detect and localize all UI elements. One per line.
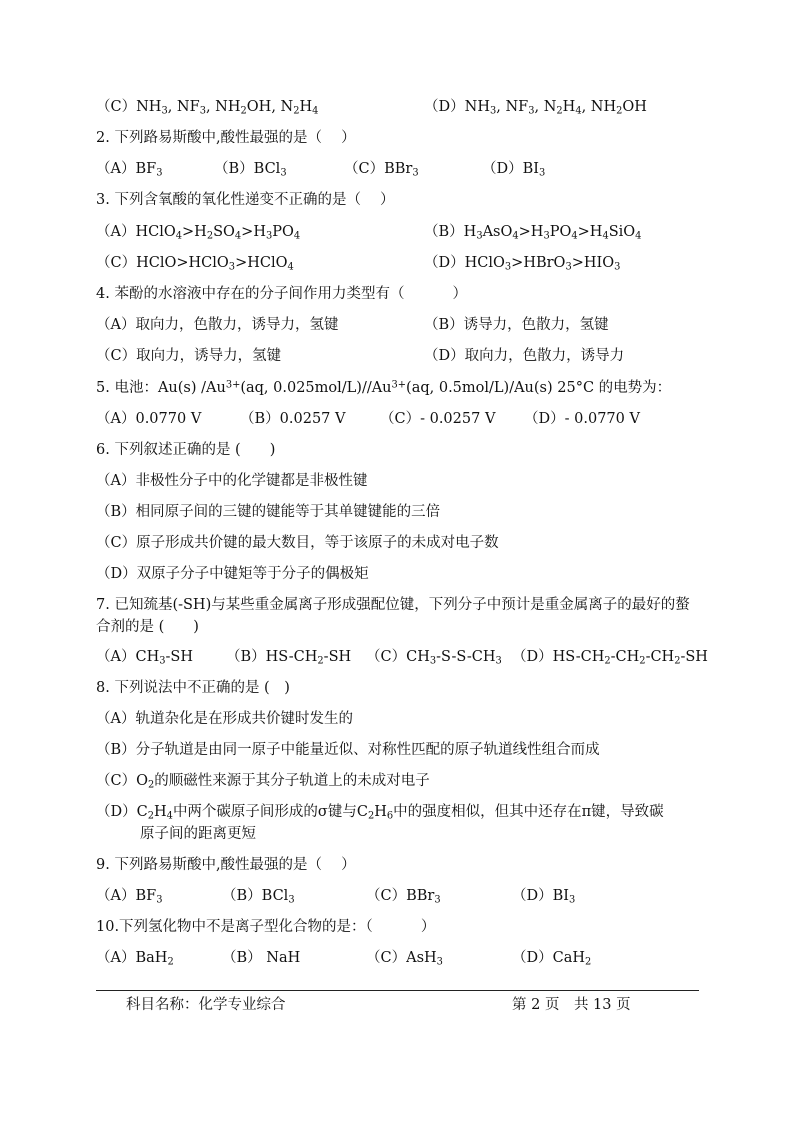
q7-option-b: $(B)HS-CH_2-SH$ [226,649,352,667]
q2-option-a: $(A)BF_3$ [96,161,163,179]
q9-stem: 9. 下列路易斯酸中,酸性最强的是（ ） [96,857,356,873]
q1-option-d: $(D)NH_3$, $NF_3$, $N_2H_4$, $NH_2OH$ [424,99,647,117]
q8-option-c: $(C)O_2$的顺磁性来源于其分子轨道上的未成对电子 [96,773,430,791]
q3-option-a: $(A)HClO_4>H_2SO_4>H_3PO_4$ [96,224,301,242]
q2-option-b: （B）BCl$_3$ [214,161,287,179]
q9-option-d: $(D)BI_3$ [512,888,576,906]
q4-option-c: （C）取向力，诱导力，氢键 [96,348,282,364]
q1-option-c: $(C)NH_3$, $NF_3$, $NH_2OH$, $N_2H_4$ [96,99,319,117]
q4-option-d: （D）取向力，色散力，诱导力 [424,348,625,364]
q5-stem: 5. 电池：Au(s) $/Au^{3+}(aq$, $0.025mol/L)//Au^{3+}(aq$, 0.5mol/L)/Au(s) 25°C 的电势为： [96,379,672,396]
q5-option-d: （D）- 0.0770 V [524,411,640,427]
q9-option-c: （C）BBr$_3$ [366,888,441,906]
q3-option-c: （C）HClO>HClO$_3$>HClO$_4$ [96,255,294,273]
q3-option-d: $(D)HClO_3>HBrO_3>HIO_3$ [424,255,621,273]
q5-option-a: （A）0.0770 V [96,411,202,427]
q5-option-b: （B）0.0257 V [240,411,346,427]
q7-option-d: $(D)HS-CH_2-CH_2-CH_2-SH$ [512,649,708,667]
q4-option-a: （A）取向力，色散力，诱导力，氢键 [96,317,339,333]
q3-stem: 3. 下列含氧酸的氧化性递变不正确的是（ ） [96,192,395,208]
q2-option-d: $(D)BI_3$ [482,161,546,179]
q6-option-a: （A）非极性分子中的化学键都是非极性键 [96,473,368,489]
q5-option-c: （C）- 0.0257 V [380,411,496,427]
q2-stem: 2. 下列路易斯酸中,酸性最强的是（ ） [96,130,356,146]
q6-option-d: （D）双原子分子中键矩等于分子的偶极矩 [96,566,369,582]
q6-stem: 6. 下列叙述正确的是 ( ) [96,442,276,458]
q7-stem: 7. 已知巯基(-SH)与某些重金属离子形成强配位键，下列分子中预计是重金属离子的最好的螯合剂的是 ( ) [96,597,690,635]
q8-option-d: $(D)C_2H_4$中两个碳原子间形成的σ键与$C_2H_6$中的强度相似，但其中还存在π键，导致碳 [96,804,664,822]
q4-option-b: （B）诱导力，色散力，氢键 [424,317,609,333]
q8-option-d-continued: 原子间的距离更短 [140,826,256,842]
q10-option-d: （D）CaH$_2$ [512,950,592,968]
q3-option-b: $(B)H_3AsO_4>H_3PO_4>H_4SiO_4$ [424,224,642,242]
q8-stem: 8. 下列说法中不正确的是 ( ) [96,680,290,696]
q4-stem: 4. 苯酚的水溶液中存在的分子间作用力类型有（ ） [96,286,468,302]
q10-option-b: （B） NaH [222,950,301,966]
q8-option-b: （B）分子轨道是由同一原子中能量近似、对称性匹配的原子轨道线性组合而成 [96,742,600,758]
q2-option-c: （C）BBr$_3$ [344,161,419,179]
footer-divider [96,990,699,991]
q10-stem: 10.下列氢化物中不是离子型化合物的是：（ ） [96,919,436,935]
footer-page-number: 第 2 页 共 13 页 [512,997,631,1013]
footer-subject: 科目名称：化学专业综合 [126,997,286,1013]
q6-option-b: （B）相同原子间的三键的键能等于其单键键能的三倍 [96,504,441,520]
q8-option-a: （A）轨道杂化是在形成共价键时发生的 [96,711,353,727]
q7-option-c: $(C)CH_3-S-S-CH_3$ [366,649,502,667]
q7-option-a: $(A)CH_3-SH$ [96,649,193,667]
q6-option-c: （C）原子形成共价键的最大数目，等于该原子的未成对电子数 [96,535,499,551]
q10-option-a: （A）BaH$_2$ [96,950,174,968]
q9-option-a: $(A)BF_3$ [96,888,163,906]
q10-option-c: （C）AsH$_3$ [366,950,443,968]
q9-option-b: （B）BCl$_3$ [222,888,295,906]
